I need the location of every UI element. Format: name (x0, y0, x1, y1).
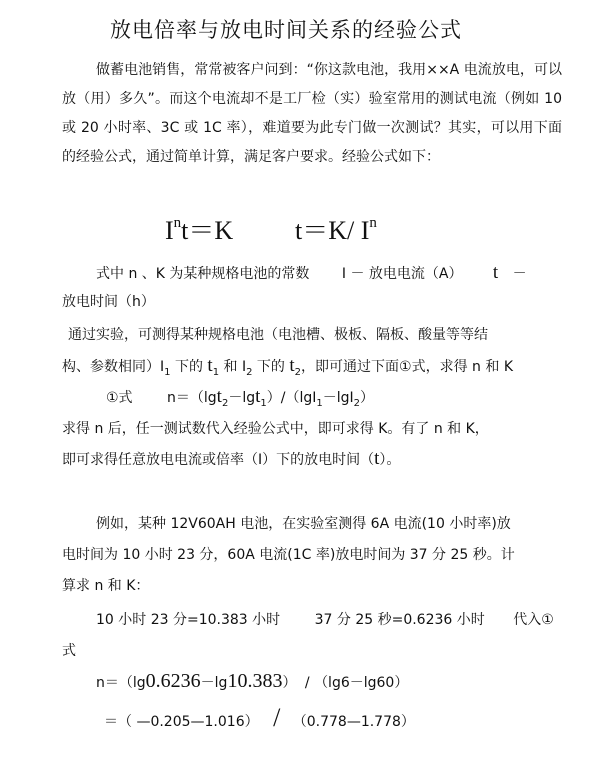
example-line-1: 例如，某种 12V60AH 电池，在实验室测得 6A 电流(10 小时率)放 (96, 516, 511, 532)
equation-1-sub-a: 2 (221, 397, 229, 409)
equation-1-sub-d: 2 (353, 397, 361, 409)
where-current: I － 放电电流（A） (341, 266, 463, 282)
experiment-text-a: 构、参数相同）I (62, 359, 165, 375)
equation-2-denominator: （lg6－lg60） (314, 675, 409, 691)
where-line-1 (96, 262, 527, 284)
after-t-symbol: t (374, 448, 380, 469)
formula-1-exp: n (173, 215, 182, 231)
intro-paragraph: 做蓄电池销售，常常被客户问到：“你这款电池，我用××A 电流放电，可以放（用）多久”。而这个电流却不是工厂检（实）验室常用的测试电流（例如 10 或 20 小时率、3C 或 1C 率），难道要为此专门做一次测试？其实，可以用下面的经验公式，通过简单计算，满足客户要求。经验公式如下： (62, 62, 562, 165)
equation-2-mid: －lg (200, 675, 228, 691)
after-text-a: 即可求得任意放电电流或倍率（I）下的放电时间（ (62, 452, 375, 468)
equation-1-t1: t (255, 386, 261, 407)
calc-time-2: 37 分 25 秒=0.6236 小时 (314, 612, 485, 628)
equation-1 (106, 386, 374, 409)
example-line-2: 电时间为 10 小时 23 分，60A 电流(1C 率)放电时间为 37 分 25 秒。计 (62, 547, 515, 563)
equation-1-label: ①式 (106, 390, 133, 406)
subscript-2: 2 (246, 366, 253, 378)
equation-1-c: ）/（lgI (266, 390, 317, 406)
formula-1 (165, 210, 233, 247)
where-constants: 式中 n 、K 为某种规格电池的常数 (96, 266, 310, 282)
equation-1-sub-c: 1 (316, 397, 323, 409)
equation-2-v1: 0.6236 (145, 670, 201, 692)
equation-1-e: ） (360, 390, 375, 406)
formula-2 (295, 210, 377, 247)
example-line-3: 算求 n 和 K： (62, 578, 150, 594)
formula-1-i: I (165, 216, 174, 245)
calc-line-2: 式 (62, 643, 76, 659)
where-line-2: 放电时间（h） (62, 294, 155, 310)
after-line-1: 求得 n 后，任一测试数代入经验公式中，即可求得 K。有了 n 和 K， (62, 421, 489, 437)
equation-3 (104, 703, 415, 733)
t2-symbol: t (289, 355, 295, 376)
subscript-1: 1 (164, 366, 171, 378)
t1-symbol: t (207, 355, 213, 376)
experiment-text-c: 和 I (219, 359, 247, 375)
equation-2 (96, 670, 408, 693)
equation-1-b: －lg (228, 390, 256, 406)
where-dash: － (512, 266, 527, 282)
calc-line (96, 609, 554, 629)
where-t: t (492, 262, 499, 283)
calc-substitute: 代入① (513, 612, 554, 628)
equation-1-sub-b: 1 (260, 397, 267, 409)
equation-3-pre: ＝（ —0.205—1.016） (104, 714, 259, 730)
after-line-2 (62, 448, 400, 470)
equation-3-denominator: （0.778—1.778） (292, 714, 415, 730)
after-text-b: ）。 (379, 452, 401, 468)
formula-1-rest: t＝K (181, 216, 234, 245)
experiment-text-d: 下的 (252, 359, 290, 375)
equation-3-slash: / (273, 703, 281, 732)
equation-1-t2: t (216, 386, 222, 407)
equation-2-pre: n＝（lg (96, 675, 146, 691)
experiment-text-e: ，即可通过下面①式，求得 n 和 K (301, 359, 514, 375)
equation-2-v2: 10.383 (227, 670, 283, 692)
equation-1-a: n＝（lg (167, 390, 217, 406)
experiment-line-1: 通过实验，可测得某种规格电池（电池槽、极板、隔板、酸量等等结 (68, 327, 488, 343)
subscript-t1: 1 (212, 366, 220, 378)
experiment-text-b: 下的 (170, 359, 208, 375)
page-title: 放电倍率与放电时间关系的经验公式 (110, 18, 462, 42)
calc-time-1: 10 小时 23 分=10.383 小时 (96, 612, 281, 628)
subscript-t2: 2 (294, 366, 302, 378)
equation-1-d: －lgI (322, 390, 354, 406)
experiment-line-2 (62, 355, 513, 378)
equation-2-close: ） (282, 675, 297, 691)
formula-2-exp: n (369, 215, 377, 231)
equation-2-slash: / (304, 675, 310, 691)
formula-2-lhs: t＝K/ I (295, 216, 370, 245)
